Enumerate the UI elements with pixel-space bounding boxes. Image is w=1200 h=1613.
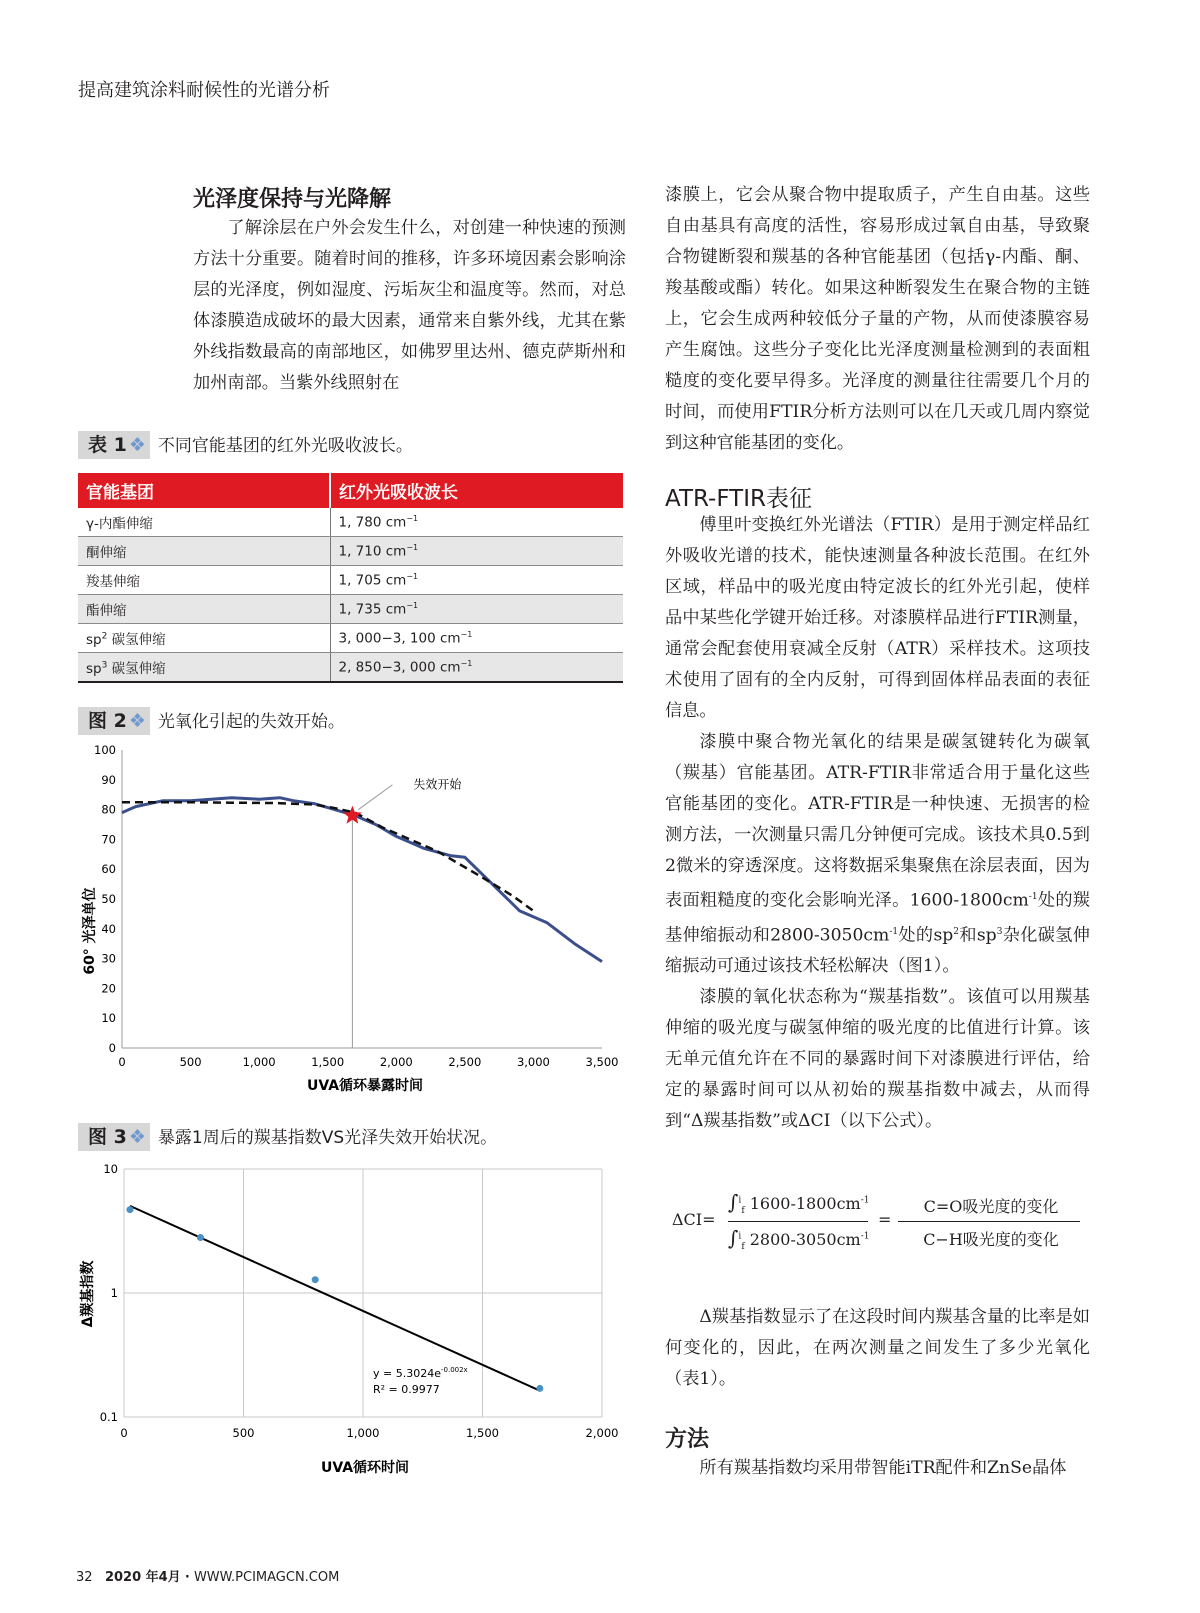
fig3-y-tick: 1 [110,1286,118,1300]
group-cell: 羧基伸缩 [78,566,330,595]
paragraph: 漆膜的氧化状态称为“羰基指数”。该值可以用羰基伸缩的吸光度与碳氢伸缩的吸光度的比值进行计算。该无单元值允许在不同的暴露时间下对漆膜进行评估，给定的暴露时间可以从初始的羰基指数中减去，从而得到“Δ羰基指数”或ΔCI（以下公式）。 [665,987,1090,1132]
fig3-data-point [312,1276,319,1283]
fig2-gloss-line [122,798,602,962]
fig2-x-tick: 2,000 [379,1055,413,1069]
right-continuation [665,180,1090,459]
fig2-annotation: 失效开始 [413,777,462,792]
fig2-caption [78,706,345,733]
group-cell: $sp^2$ 碳氢伸缩 [78,624,330,653]
section-gloss-body [193,213,626,399]
paragraph: 所有羰基指数均采用带智能iTR配件和ZnSe晶体 [699,1458,1067,1478]
fig3-trendline [130,1206,540,1391]
fig2-x-tick: 1,500 [311,1055,345,1069]
group-cell: 酯伸缩 [78,595,330,624]
fig2-y-tick: 0 [108,1041,116,1055]
paragraph: 漆膜上，它会从聚合物中提取质子，产生自由基。这些自由基具有高度的活性，容易形成过氧自由基，导致聚合物键断裂和羰基的各种官能基团（包括γ-内酯、酮、羧基酸或酯）转化。如果这种断裂发生在聚合物的主链上，它会生成两种较低分子量的产物，从而使漆膜容易产生腐蚀。这些分子变化比光泽度测量检测到的表面粗糙度的变化要早得多。光泽度的测量往往需要几个月的时间，而使用FTIR分析方法则可以在几天或几周内察觉到这种官能基团的变化。 [665,185,1090,453]
section-title-gloss: 光泽度保持与光降解 [193,187,392,212]
fig2-y-tick: 30 [101,951,116,966]
group-cell: 酮伸缩 [78,537,330,566]
formula-denominator: ∫$^i_f$ $2800-3050cm^{-1}$ [728,1226,870,1253]
fig2-y-tick: 70 [101,832,116,847]
fig2-y-tick: 80 [101,802,116,817]
fig2-ylabel: 60° 光泽单位 [82,887,98,975]
fig3-xlabel: UVA循环时间 [320,1460,410,1476]
fig3-ylabel: Δ羰基指数 [80,1260,96,1328]
fig2-y-tick: 100 [94,743,116,757]
group-cell: γ-内酯伸缩 [78,508,330,537]
fig2-y-tick: 90 [101,772,116,787]
fig2-annotation-leader [358,785,392,810]
fraction-bar [898,1221,1080,1222]
formula-numerator: ∫$^i_f$ $1600-1800cm^{-1}$ [728,1190,870,1217]
fig3-x-tick: 500 [232,1426,255,1440]
table1-caption [78,430,413,457]
section-atr-body [665,510,1090,1137]
wavelength-cell: 1, 705 $cm^{-1}$ [330,566,623,595]
fig2-y-tick: 50 [101,892,116,906]
fig2-x-tick: 0 [118,1055,126,1069]
paragraph: 了解涂层在户外会发生什么，对创建一种快速的预测方法十分重要。随着时间的推移，许多环境因素会影响涂层的光泽度，例如湿度、污垢灰尘和温度等。然而，对总体漆膜造成破坏的最大因素，通常来自紫外线，尤其在紫外线指数最高的南部地区，如佛罗里达州、德克萨斯州和加州南部。当紫外线照射在 [193,218,626,393]
fig2-y-tick: 60 [101,862,116,877]
formula-lhs: ΔCI= [672,1210,716,1229]
fig3-y-tick: 10 [103,1162,118,1176]
table-row [78,653,623,683]
formula-rhs-den: C−H吸光度的变化 [923,1230,1059,1249]
section-method-body [665,1453,1090,1484]
page-number: 32 [76,1570,93,1585]
fig2-x-tick: 3,000 [516,1055,550,1069]
fig3-caption-text: 暴露1周后的羰基指数VS光泽失效开始状况。 [157,1128,498,1148]
table-header: 红外光吸收波长 [330,473,623,508]
carbonyl-index-formula [672,1190,1092,1260]
issue-date: 2020 年4月 [104,1570,181,1585]
fig3-r2: R² = 0.9977 [373,1383,440,1396]
fig3-label: 图 3 ❖ [78,1123,150,1151]
fig3-x-tick: 1,500 [466,1426,499,1440]
fig3-x-tick: 2,000 [585,1426,619,1440]
group-cell: $sp^3$ 碳氢伸缩 [78,653,330,683]
table1 [78,473,623,683]
fig3-y-tick: 0.1 [99,1410,118,1424]
fraction-bar [728,1221,868,1222]
table1-label: 表 1 ❖ [78,431,150,459]
diamond-icon: ❖ [128,710,146,732]
fig2-y-tick: 20 [101,981,116,996]
table-row [78,537,623,566]
wavelength-cell: 1, 710 $cm^{-1}$ [330,537,623,566]
fig2-caption-text: 光氧化引起的失效开始。 [157,712,345,732]
fig2-trend-line [122,802,533,911]
formula-rhs-num: C=O吸光度的变化 [923,1197,1059,1216]
table1-caption-text: 不同官能基团的红外光吸收波长。 [157,436,413,456]
section-title-method: 方法 [665,1427,710,1452]
table-row [78,566,623,595]
fig3-data-point [126,1206,133,1213]
fig2-chart [60,738,620,1110]
section-title-atr: ATR-FTIR表征 [665,486,812,512]
formula-equals: = [878,1210,892,1229]
fig2-y-tick: 40 [101,921,116,936]
table-header: 官能基团 [78,473,330,508]
carbonyl-explain [665,1302,1090,1395]
diamond-icon: ❖ [128,434,146,456]
fig3-x-tick: 1,000 [346,1426,380,1440]
fig3-data-point [536,1385,543,1392]
wavelength-cell: 1, 735 $cm^{-1}$ [330,595,623,624]
wavelength-cell: 3, 000−3, 100 $cm^{-1}$ [330,624,623,653]
paragraph: 傅里叶变换红外光谱法（FTIR）是用于测定样品红外吸收光谱的技术，能快速测量各种波长范围。在红外区域，样品中的吸光度由特定波长的红外光引起，使样品中某些化学键开始迁移。对漆膜样品进行FTIR测量，通常会配套使用衰减全反射（ATR）采样技术。这项技术使用了固有的全内反射，可得到固体样品表面的表征信息。 [665,515,1090,721]
running-title: 提高建筑涂料耐候性的光谱分析 [78,80,330,101]
fig3-x-tick: 0 [120,1426,128,1440]
fig2-x-tick: 3,500 [585,1055,619,1069]
fig2-x-tick: 1,000 [242,1055,276,1069]
fig3-data-point [197,1234,204,1241]
fig3-caption [78,1122,497,1149]
fig3-equation: $y = 5.3024e^{-0.002x}$ [373,1366,468,1380]
wavelength-cell: 2, 850−3, 000 $cm^{-1}$ [330,653,623,683]
footer-separator: · [184,1570,190,1585]
paragraph: 漆膜中聚合物光氧化的结果是碳氢键转化为碳氧（羰基）官能基团。ATR-FTIR非常适合用于量化这些官能基团的变化。ATR-FTIR是一种快速、无损害的检测方法，一次测量只需几分钟便可完成。该技术具0.5到2微米的穿透深度。这将数据采集聚焦在涂层表面，因为表面粗糙度的变化会影响光泽。$1600-1800cm^{-1}$处的羰基伸缩振动和$2800-3050cm^{-1}$处的$sp^2$和$sp^3$杂化碳氢伸缩振动可通过该技术轻松解决（图1）。 [665,732,1090,977]
fig2-label: 图 2 ❖ [78,707,150,735]
fig2-y-tick: 10 [101,1011,116,1026]
fig2-x-tick: 500 [179,1055,202,1069]
fig2-xlabel: UVA循环暴露时间 [306,1078,424,1094]
paragraph: Δ羰基指数显示了在这段时间内羰基含量的比率是如何变化的，因此，在两次测量之间发生了多少光氧化（表1）。 [665,1307,1090,1389]
website: WWW.PCIMAGCN.COM [193,1570,340,1585]
table-row [78,595,623,624]
diamond-icon: ❖ [128,1126,146,1148]
table-row [78,624,623,653]
fig2-x-tick: 2,500 [448,1055,482,1069]
wavelength-cell: 1, 780 $cm^{-1}$ [330,508,623,537]
page-footer [76,1566,339,1585]
fig3-chart [60,1152,630,1487]
table-row [78,508,623,537]
